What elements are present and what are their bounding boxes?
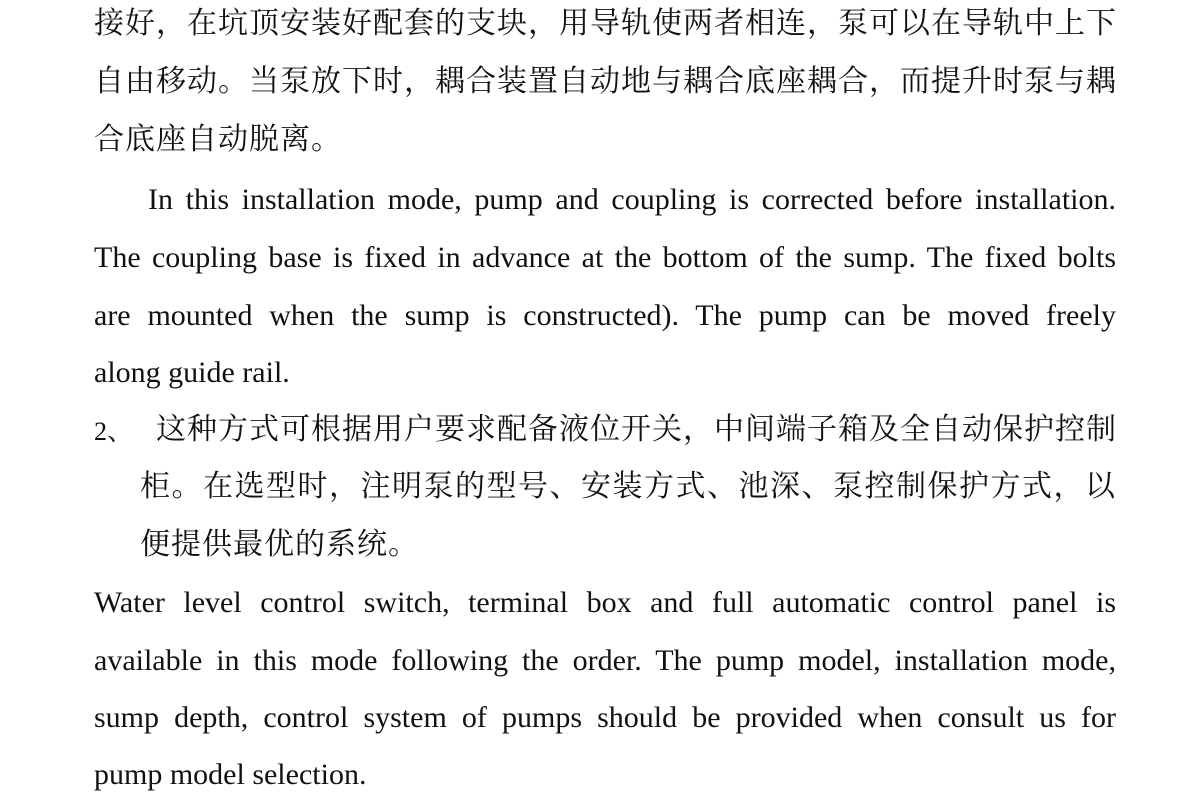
en-paragraph-2-line-4: pump model selection. — [94, 758, 367, 791]
en-paragraph-1-line-3: are mounted when the sump is constructed). The pump can be moved freely — [94, 299, 1116, 332]
item-2-line-2: 柜。在选型时，注明泵的型号、安装方式、池深、泵控制保护方式，以 — [140, 469, 1116, 504]
en-paragraph-2-line-3: sump depth, control system of pumps should be provided when consult us for — [94, 701, 1116, 734]
en-paragraph-1-line-1: In this installation mode, pump and coupling is corrected before installation. — [148, 183, 1116, 216]
zh-paragraph-1-line-1: 接好，在坑顶安装好配套的支块，用导轨使两者相连，泵可以在导轨中上下 — [94, 6, 1117, 41]
item-2-line-3: 便提供最优的系统。 — [140, 527, 419, 562]
list-item-number: 2、 — [94, 417, 134, 446]
en-paragraph-1-line-2: The coupling base is fixed in advance at the bottom of the sump. The fixed bolts — [94, 241, 1116, 274]
en-paragraph-1-line-4: along guide rail. — [94, 356, 290, 389]
en-paragraph-2-line-2: available in this mode following the order. The pump model, installation mode, — [94, 644, 1116, 677]
en-paragraph-2-line-1: Water level control switch, terminal box and full automatic control panel is — [94, 586, 1116, 619]
document-page — [94, 0, 1116, 800]
zh-paragraph-1-line-3: 合底座自动脱离。 — [94, 122, 342, 157]
zh-paragraph-1-line-2: 自由移动。当泵放下时，耦合装置自动地与耦合底座耦合，而提升时泵与耦 — [94, 64, 1117, 99]
item-2-line-1: 这种方式可根据用户要求配备液位开关，中间端子箱及全自动保护控制 — [156, 412, 1117, 447]
